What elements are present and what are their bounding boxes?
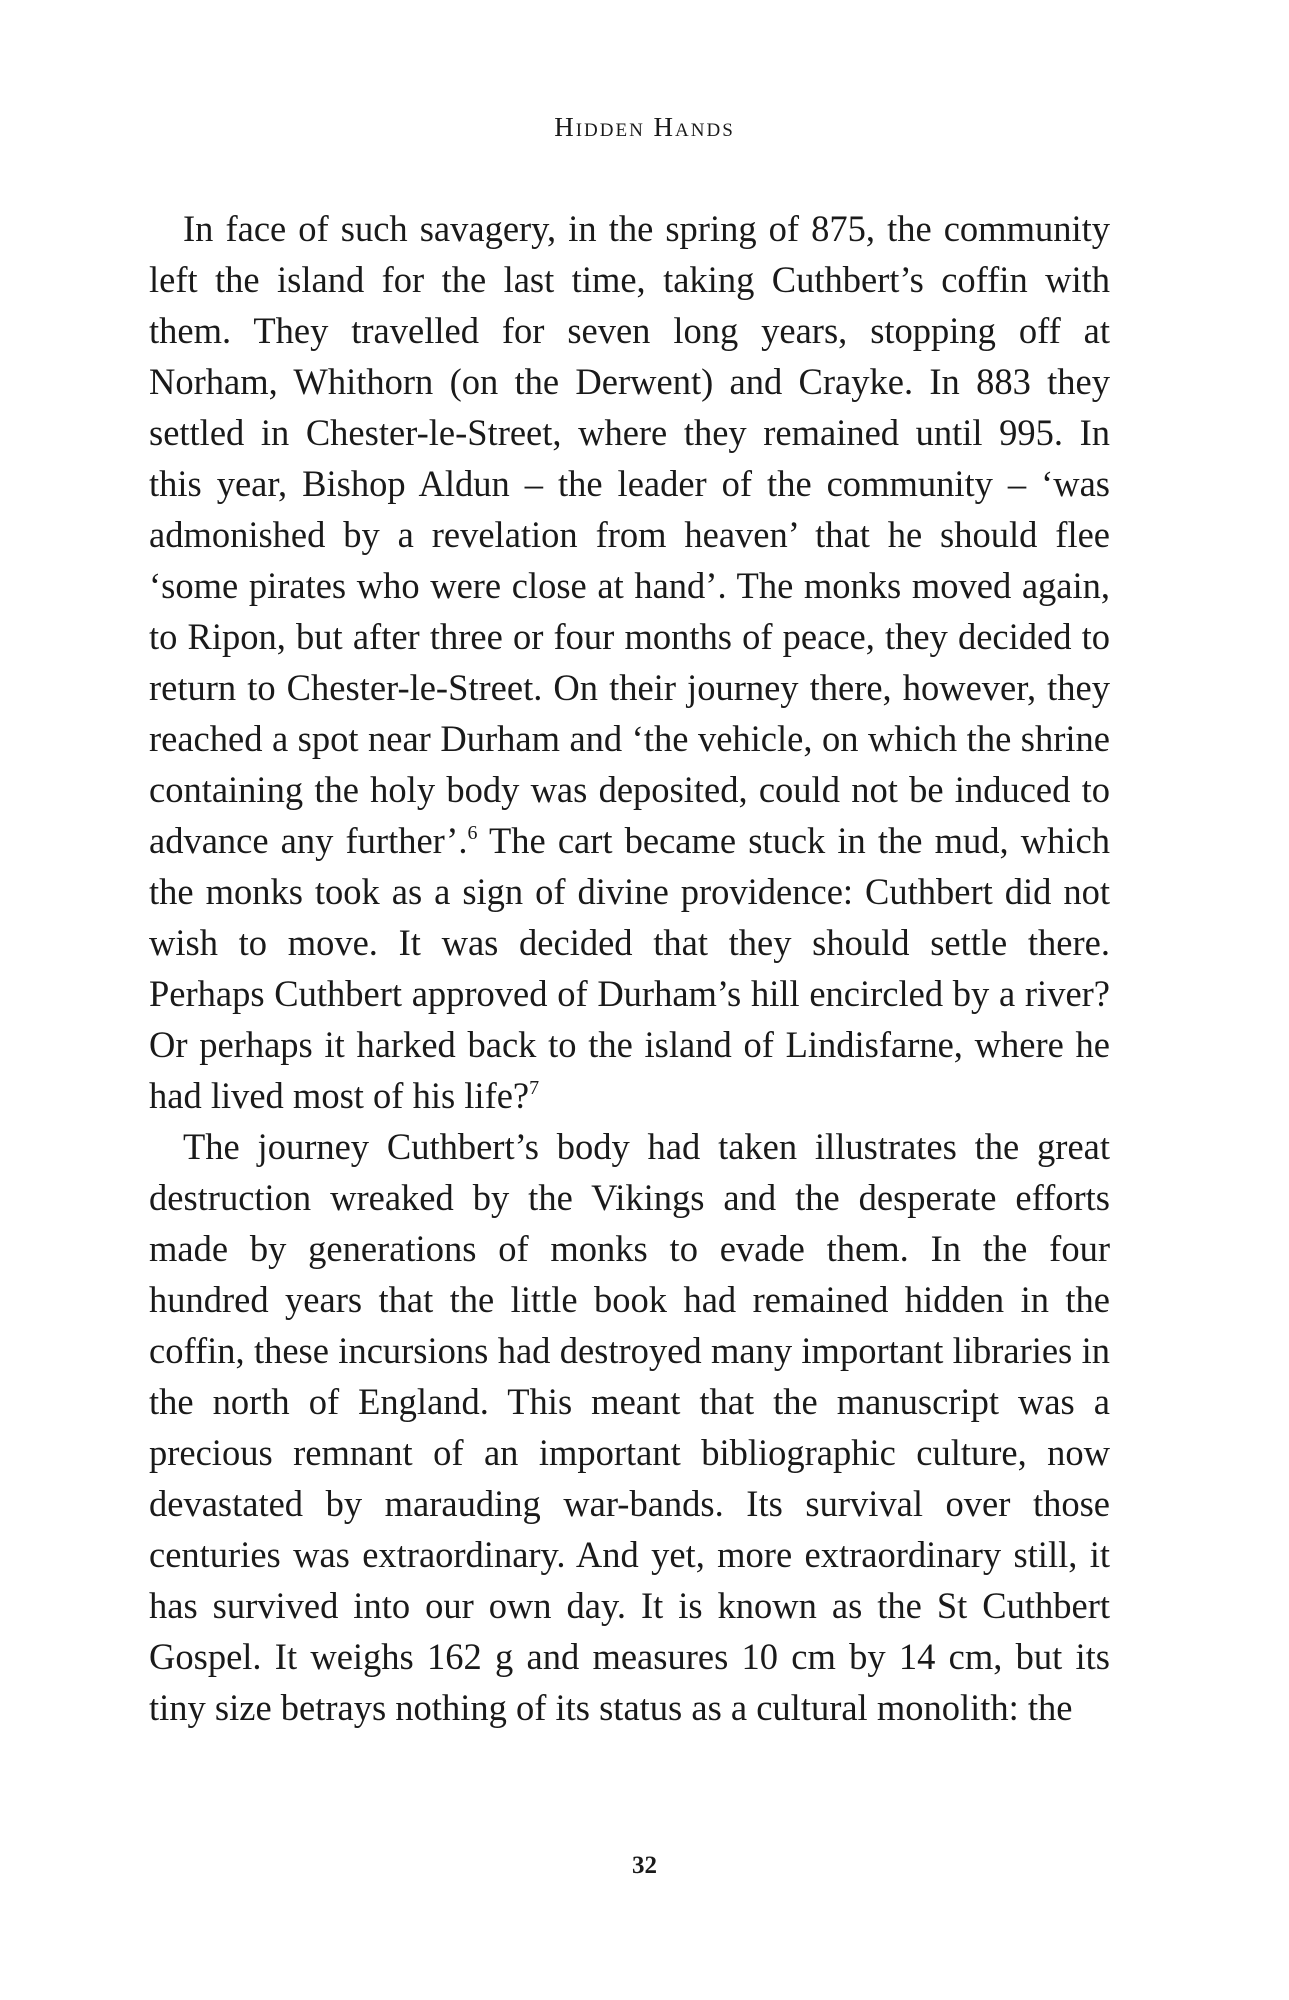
paragraph-1-text-a: In face of such savagery, in the spring of 875, the community left the island for the last time, taking Cuthbert’s coffin with them. They travelled for seven long years, stopping off at Norham, Whithorn (on the Derwent) and Crayke. In 883 they settled in Chester-le-Street, where they remained until 995. In this year, Bishop Aldun – the leader of the community – ‘was admonished by a revelation from heaven’ that he should flee ‘some pirates who were close at hand’. The monks moved again, to Ripon, but after three or four months of peace, they decided to return to Chester-le-Street. On their journey there, however, they reached a spot near Durham and ‘the vehicle, on which the shrine containing the holy body was deposited, could not be induced to advance any further’. bbox=[149, 208, 1110, 861]
paragraph-2 bbox=[149, 1121, 1110, 1733]
page-number: 32 bbox=[632, 1852, 657, 1879]
footnote-ref-7: 7 bbox=[529, 1077, 540, 1099]
running-head: Hidden Hands bbox=[554, 112, 735, 142]
footnote-ref-6: 6 bbox=[467, 822, 478, 844]
paragraph-1 bbox=[149, 203, 1110, 1121]
paragraph-1-text-b: The cart became stuck in the mud, which the monks took as a sign of divine providence: Cuthbert did not wish to move. It was decided that they should settle there. Perhaps Cuthbert approved of Durham’s hill encircled by a river? Or perhaps it harked back to the island of Lindisfarne, where he had lived most of his life? bbox=[149, 820, 1110, 1116]
body-text bbox=[149, 203, 1110, 1733]
paragraph-2-text: The journey Cuthbert’s body had taken illustrates the great destruction wreaked by the Vikings and the desperate efforts made by generations of monks to evade them. In the four hundred years that the little book had remained hidden in the coffin, these incursions had destroyed many important libraries in the north of England. This meant that the manuscript was a precious remnant of an important bibliographic culture, now devastated by marauding war-bands. Its survival over those centuries was extraordinary. And yet, more extraordinary still, it has survived into our own day. It is known as the St Cuthbert Gospel. It weighs 162 g and measures 10 cm by 14 cm, but its tiny size betrays nothing of its status as a cultural monolith: the bbox=[149, 1126, 1110, 1728]
